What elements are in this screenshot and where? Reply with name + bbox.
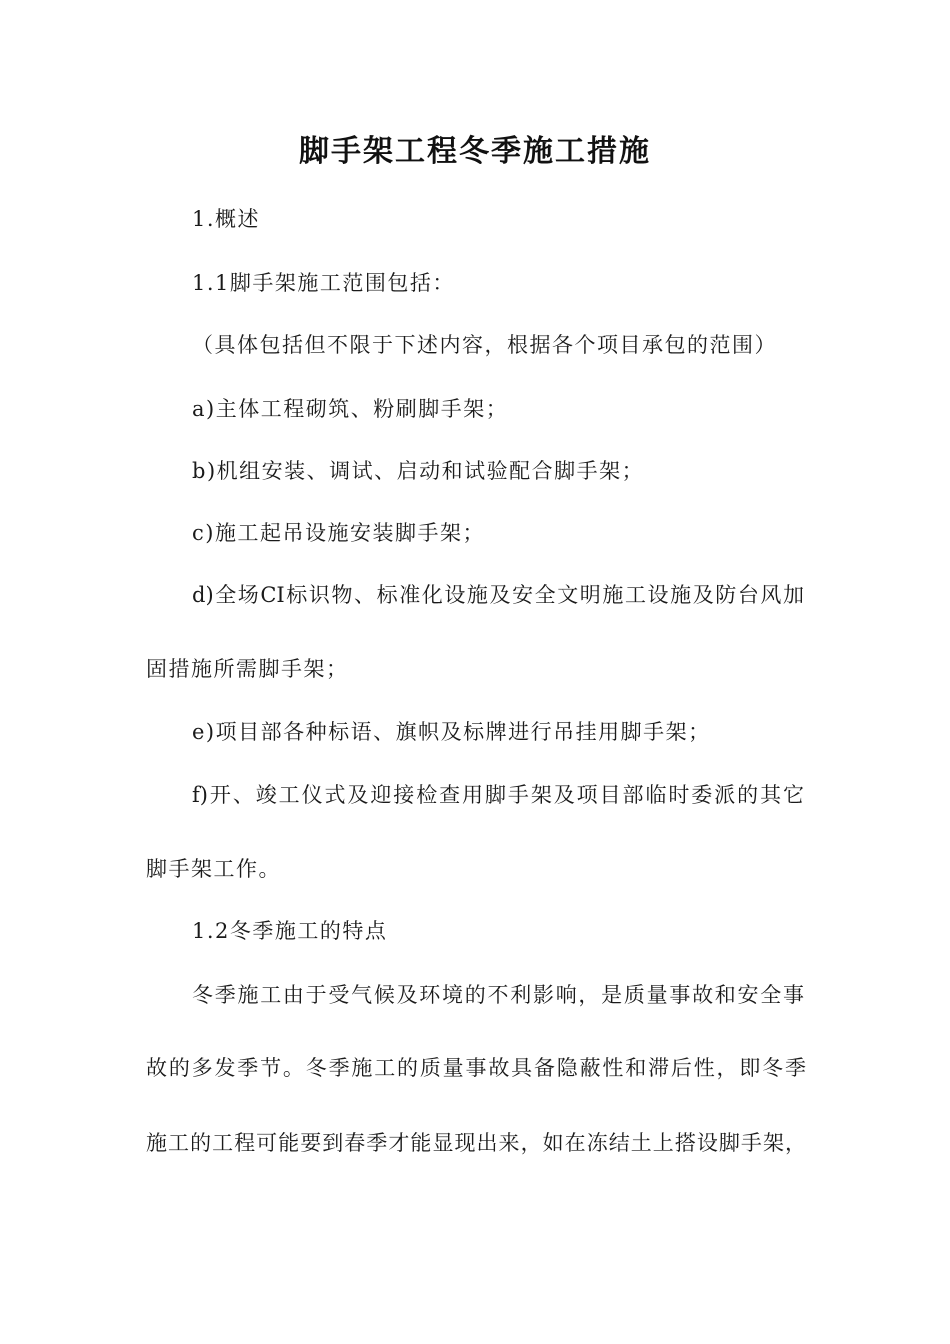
list-item-d-line2: 固措施所需脚手架；	[146, 657, 349, 681]
subsection-heading-winter-features: 1.2冬季施工的特点	[192, 919, 388, 943]
paragraph-line-1: 冬季施工由于受气候及环境的不利影响，是质量事故和安全事	[192, 983, 804, 1007]
list-item-e: e)项目部各种标语、旗帜及标牌进行吊挂用脚手架；	[192, 720, 711, 744]
section-heading-overview: 1.概述	[192, 207, 261, 231]
paragraph-line-2: 故的多发季节。冬季施工的质量事故具备隐蔽性和滞后性，即冬季	[146, 1056, 806, 1080]
list-item-f-line2: 脚手架工作。	[146, 857, 281, 881]
paragraph-line-3: 施工的工程可能要到春季才能显现出来，如在冻结土上搭设脚手架，	[146, 1131, 806, 1155]
list-item-c: c)施工起吊设施安装脚手架；	[192, 521, 485, 545]
list-item-b: b)机组安装、调试、启动和试验配合脚手架；	[192, 459, 645, 483]
document-title: 脚手架工程冬季施工措施	[299, 134, 651, 169]
list-item-a: a)主体工程砌筑、粉刷脚手架；	[192, 397, 509, 421]
list-item-f-line1: f)开、竣工仪式及迎接检查用脚手架及项目部临时委派的其它	[192, 783, 804, 807]
subsection-heading-scope: 1.1脚手架施工范围包括：	[192, 271, 455, 295]
list-item-d-line1: d)全场CI标识物、标准化设施及安全文明施工设施及防台风加	[192, 583, 804, 607]
scope-note-paragraph: （具体包括但不限于下述内容，根据各个项目承包的范围）	[192, 333, 777, 357]
